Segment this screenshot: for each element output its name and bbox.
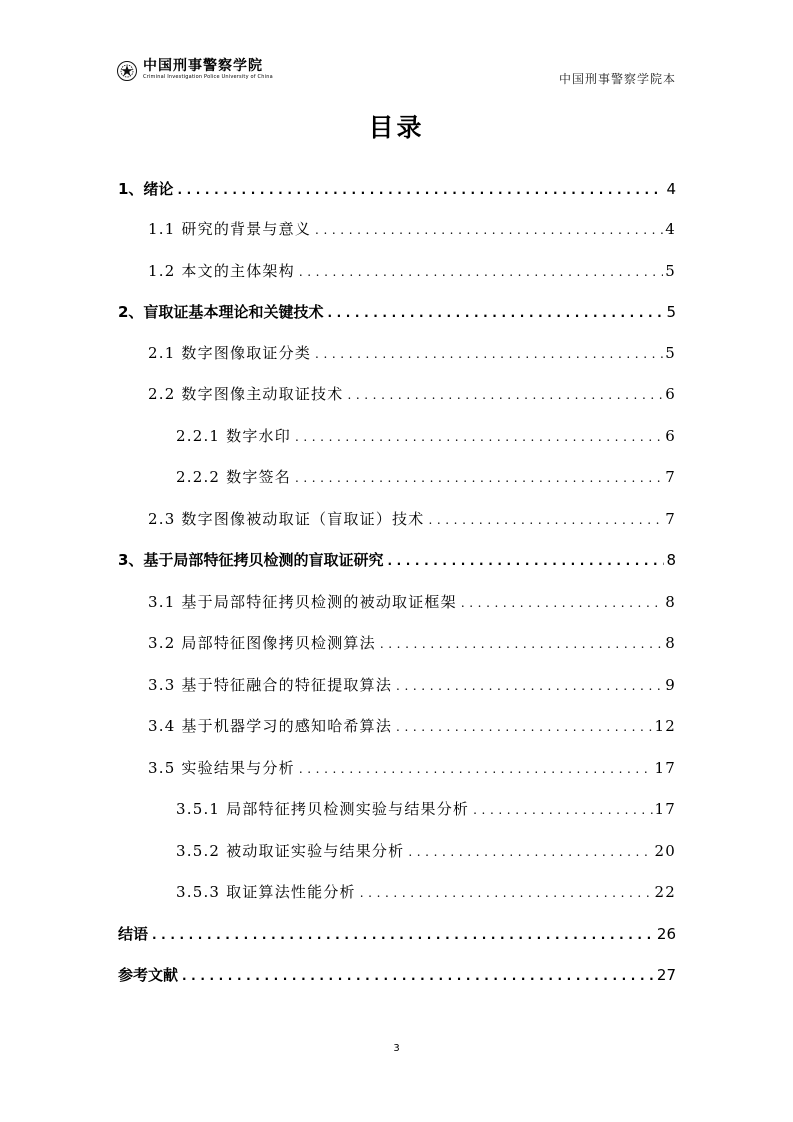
toc-entry[interactable] [118,549,676,577]
toc-leader-dots [461,596,663,610]
toc-entry-page: 8 [665,634,676,652]
toc-leader-dots [473,803,652,817]
toc-entry[interactable] [176,881,676,909]
toc-entry-title: 3.3 基于特征融合的特征提取算法 [148,676,393,694]
toc-entry-title: 3、基于局部特征拷贝检测的盲取证研究 [118,551,384,569]
toc-entry-title: 2.3 数字图像被动取证（盲取证）技术 [148,510,425,528]
logo-english-name: Criminal Investigation Police University of China [143,74,273,80]
toc-leader-dots [152,928,655,942]
toc-leader-dots [177,183,664,197]
toc-entry-title: 结语 [118,925,149,943]
page-number: 3 [393,1043,400,1054]
toc-leader-dots [299,265,663,279]
toc-entry[interactable] [148,674,676,702]
toc-leader-dots [315,223,663,237]
toc-entry-page: 22 [654,883,676,901]
toc-leader-dots [295,471,663,485]
toc-entry[interactable] [176,798,676,826]
toc-entry-page: 27 [656,966,676,984]
toc-entry-title: 3.1 基于局部特征拷贝检测的被动取证框架 [148,593,457,611]
toc-entry-page: 5 [665,262,676,280]
toc-entry-title: 2、盲取证基本理论和关键技术 [118,303,324,321]
toc-entry-title: 1.2 本文的主体架构 [148,262,295,280]
toc-entry[interactable] [148,218,676,246]
toc-entry[interactable] [176,425,676,453]
logo-chinese-name: 中国刑事警察学院 [143,58,263,74]
toc-leader-dots [315,347,663,361]
toc-entry[interactable] [148,757,676,785]
toc-entry-title: 3.5 实验结果与分析 [148,759,295,777]
toc-entry-page: 8 [665,593,676,611]
toc-entry-title: 2.1 数字图像取证分类 [148,344,312,362]
toc-entry-page: 20 [654,842,676,860]
toc-entry[interactable] [118,301,676,329]
toc-entry[interactable] [148,342,676,370]
toc-entry-page: 17 [654,800,676,818]
toc-leader-dots [396,679,663,693]
toc-leader-dots [408,845,652,859]
page-title: 目录 [368,113,425,142]
toc-entry[interactable] [118,178,676,206]
toc-leader-dots [428,513,663,527]
header-institution-text: 中国刑事警察学院本 [558,72,676,86]
toc-entry-title: 3.5.1 局部特征拷贝检测实验与结果分析 [176,800,470,818]
toc-entry-page: 9 [665,676,676,694]
toc-entry[interactable] [148,632,676,660]
toc-entry[interactable] [118,923,676,951]
toc-entry[interactable] [148,260,676,288]
toc-entry-page: 17 [654,759,676,777]
toc-entry-title: 2.2.1 数字水印 [176,427,291,445]
toc-entry-title: 2.2.2 数字签名 [176,468,291,486]
toc-leader-dots [347,388,663,402]
toc-leader-dots [299,762,653,776]
toc-entry-page: 4 [665,220,676,238]
toc-entry-title: 3.2 局部特征图像拷贝检测算法 [148,634,376,652]
toc-entry-page: 6 [665,427,676,445]
toc-leader-dots [380,637,663,651]
toc-leader-dots [327,306,664,320]
toc-entry-page: 5 [665,344,676,362]
toc-leader-dots [360,886,653,900]
toc-leader-dots [387,554,664,568]
toc-entry-title: 3.4 基于机器学习的感知哈希算法 [148,717,393,735]
toc-entry-title: 1、绪论 [118,180,174,198]
university-logo [116,58,273,86]
toc-entry-title: 3.5.3 取证算法性能分析 [176,883,356,901]
toc-entry-page: 7 [665,510,676,528]
toc-leader-dots [396,720,652,734]
toc-entry-page: 7 [665,468,676,486]
toc-entry[interactable] [148,715,676,743]
toc-entry-title: 1.1 研究的背景与意义 [148,220,312,238]
toc-entry[interactable] [176,840,676,868]
toc-entry[interactable] [148,383,676,411]
toc-entry[interactable] [148,508,676,536]
toc-entry-page: 8 [666,551,676,569]
emblem-icon [116,60,138,82]
toc-entry-page: 5 [666,303,676,321]
toc-entry[interactable] [148,591,676,619]
toc-entry-page: 26 [656,925,676,943]
page-header [116,58,676,88]
toc-entry-page: 12 [654,717,676,735]
toc-leader-dots [182,969,655,983]
toc-entry-page: 6 [665,385,676,403]
toc-entry[interactable] [118,964,676,992]
toc-entry-page: 4 [666,180,676,198]
toc-entry[interactable] [176,466,676,494]
toc-entry-title: 3.5.2 被动取证实验与结果分析 [176,842,405,860]
toc-entry-title: 2.2 数字图像主动取证技术 [148,385,344,403]
toc-entry-title: 参考文献 [118,966,179,984]
toc-leader-dots [295,430,663,444]
